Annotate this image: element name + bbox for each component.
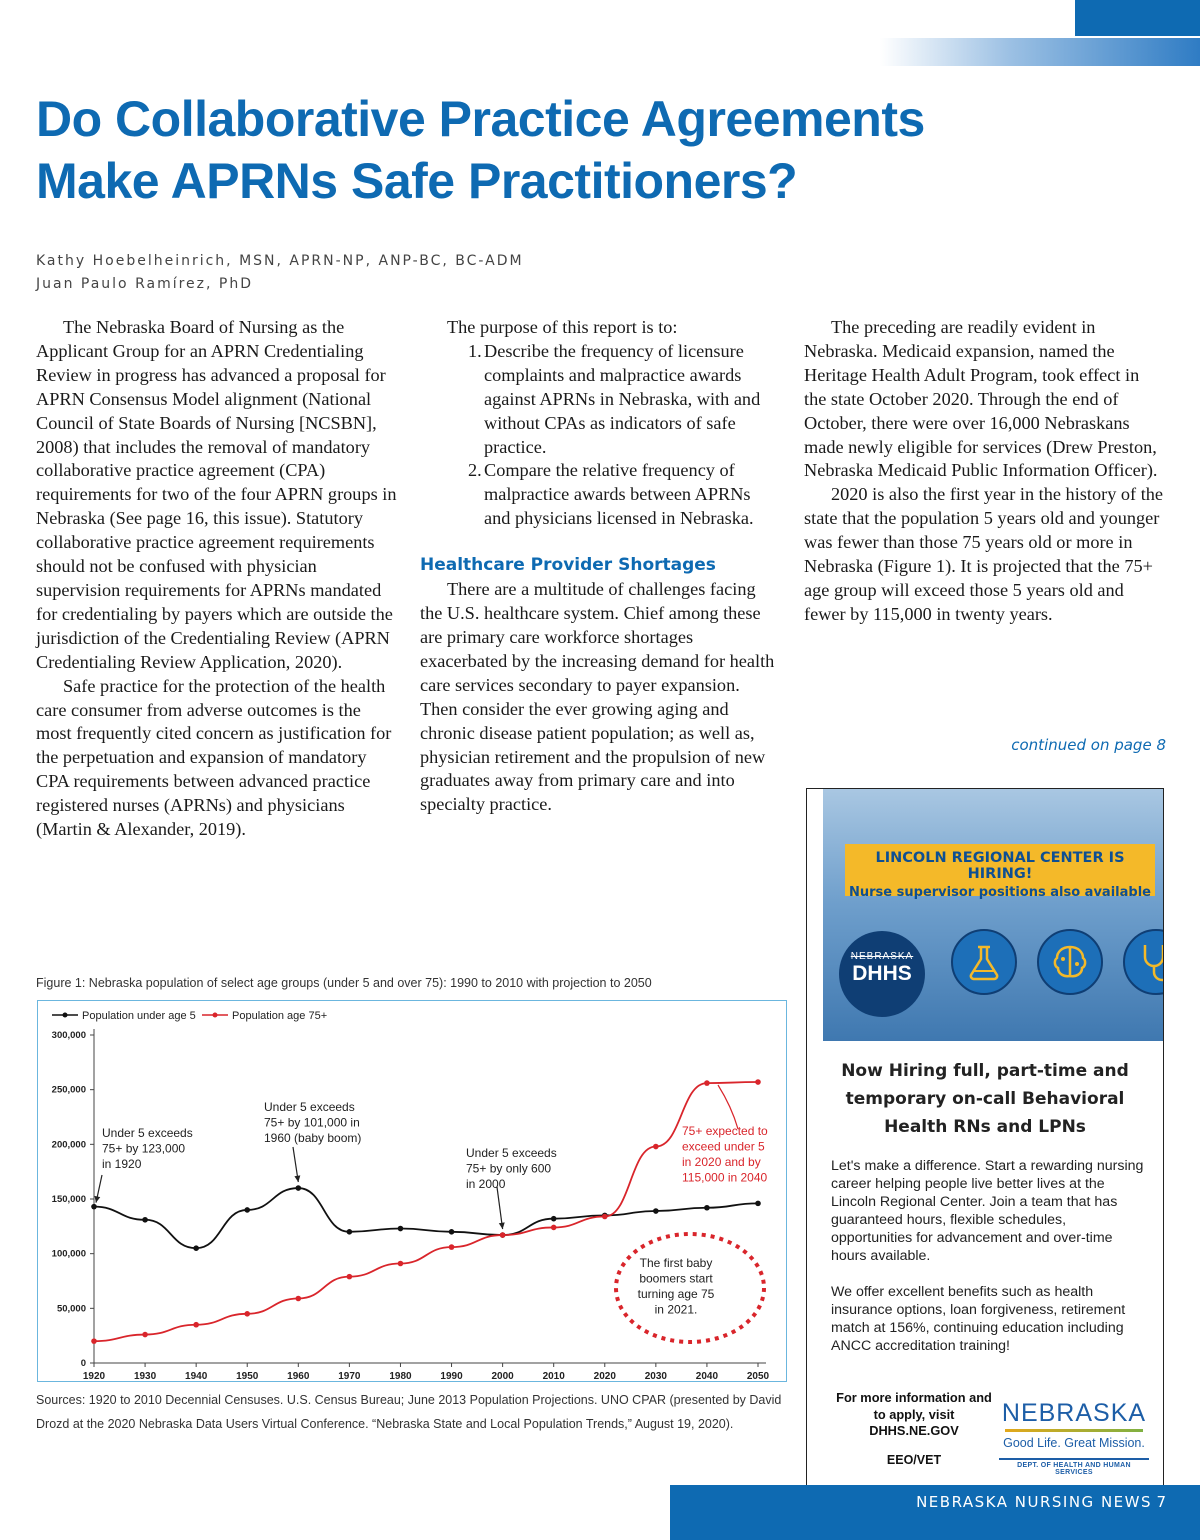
legend-marker <box>63 1013 68 1018</box>
chart-annotation: in 1920 <box>102 1157 142 1171</box>
publication-name: NEBRASKA NURSING NEWS <box>916 1493 1152 1511</box>
dhhs-logo <box>839 931 925 1017</box>
chart-annotation: exceed under 5 <box>682 1139 765 1154</box>
chart-annotation: 75+ by only 600 <box>466 1161 552 1176</box>
annotation-arrow-head <box>94 1196 100 1203</box>
data-point <box>142 1332 148 1338</box>
title-line-1: Do Collaborative Practice Agreements <box>36 91 925 147</box>
author-1: Kathy Hoebelheinrich, MSN, APRN-NP, ANP-BC, BC-ADM <box>36 253 524 269</box>
chart-annotation: turning age 75 <box>637 1287 715 1301</box>
list-item-number: 2 . <box>468 459 482 483</box>
authors <box>36 250 524 296</box>
column-3 <box>804 316 1166 627</box>
data-point <box>244 1311 250 1317</box>
ad-body-paragraph: We offer excellent benefits such as health insurance options, loan forgiveness, retirement match at 156%, continuing education including ANCC accreditation training! <box>831 1284 1126 1354</box>
section-subhead: Healthcare Provider Shortages <box>420 555 716 576</box>
data-point <box>347 1229 353 1235</box>
ad-heading-line: temporary on-call Behavioral <box>845 1089 1125 1109</box>
ad-banner-title: LINCOLN REGIONAL CENTER IS HIRING! <box>875 850 1125 882</box>
x-tick-label: 1980 <box>389 1371 412 1381</box>
data-point <box>449 1229 455 1235</box>
data-point <box>398 1261 404 1267</box>
list-item-text: Describe the frequency of licensure complaints and malpractice awards against APRNs in Nebraska, with and without CPAs as indicators of safe practice. <box>484 340 761 457</box>
ne-logo-name: NEBRASKA <box>1001 1399 1147 1427</box>
paragraph: There are a multitude of challenges facing the U.S. healthcare system. Chief among these are primary care workforce shortages exacerbated by the increasing demand for health care services secondary to payer expansion. Then consider the ever growing aging and chronic disease patient population; as well as, physician retirement and the propulsion of new graduates away from primary care and into specialty practice. <box>420 579 775 815</box>
x-tick-label: 1950 <box>236 1371 259 1381</box>
legend-label: Population age 75+ <box>232 1010 328 1022</box>
figure-sources: Sources: 1920 to 2010 Decennial Censuses. U.S. Census Bureau; June 2013 Population Projections. UNO CPAR (presented by David Drozd at the 2020 Nebraska Data Users Virtual Conference. “Nebraska State and Local Population Trends,” August 19, 2020). <box>36 1393 782 1431</box>
y-tick-label: 50,000 <box>56 1303 86 1315</box>
x-tick-label: 2010 <box>542 1371 565 1381</box>
list-item-text: Compare the relative frequency of malpractice awards between APRNs and physicians licensed in Nebraska. <box>484 460 754 529</box>
chart-annotation: Under 5 exceeds <box>102 1126 193 1140</box>
data-point <box>296 1185 302 1191</box>
dhhs-logo-state: NEBRASKA <box>850 951 914 962</box>
chart-annotation: boomers start <box>639 1271 713 1286</box>
figure-caption: Figure 1: Nebraska population of select age groups (under 5 and over 75): 1990 to 2010 with projection to 2050 <box>36 976 652 990</box>
data-point <box>653 1144 659 1150</box>
paragraph: Safe practice for the protection of the health care consumer from adverse outcomes is the most frequently cited concern as justification for the perpetuation and expansion of mandatory CPA requirements between advanced practice registered nurses (APRNs) and physicians (Martin & Alexander, 2019). <box>36 675 392 840</box>
chart-annotation: in 2000 <box>466 1177 506 1191</box>
data-point <box>347 1274 353 1280</box>
ad-info-line: to apply, visit <box>873 1406 955 1422</box>
page-number: 7 <box>1156 1493 1166 1511</box>
title-line-2: Make APRNs Safe Practitioners? <box>36 153 798 209</box>
data-point <box>91 1204 97 1210</box>
y-tick-label: 200,000 <box>51 1139 86 1151</box>
article-title <box>36 88 1156 212</box>
data-point <box>91 1338 97 1344</box>
x-tick-label: 1930 <box>133 1371 157 1381</box>
ad-info-line: For more information and <box>836 1390 992 1405</box>
list-item <box>420 340 780 460</box>
y-tick-label: 100,000 <box>51 1248 86 1260</box>
list-item-number: 1 . <box>468 340 482 364</box>
data-point <box>653 1208 659 1214</box>
y-tick-label: 300,000 <box>51 1030 86 1041</box>
list-item <box>420 459 780 531</box>
footer-bar <box>670 1485 1200 1540</box>
population-chart <box>37 1000 787 1382</box>
ad-eeo: EEO/VET <box>886 1453 942 1467</box>
chart-annotation: 75+ expected to <box>682 1124 768 1138</box>
paragraph: The Nebraska Board of Nursing as the Applicant Group for an APRN Credentialing Review in progress has advanced a proposal for APRN Consensus Model alignment (National Council of State Boards of Nursing [NCSBN], 2008) that includes the removal of mandatory collaborative practice agreement (CPA) requirements for two of the four APRN groups in Nebraska (See page 16, this issue). Statutory collaborative practice agreement requirements should not be confused with physician supervision requirements for APRNs mandated for credentialing by payers which are outside the jurisdiction of the Credentialing Review (APRN Credentialing Review Application, 2020). <box>36 317 397 672</box>
chart-annotation: 75+ by 101,000 in <box>264 1115 360 1130</box>
legend-label: Population under age 5 <box>82 1010 196 1022</box>
ad-banner <box>845 844 1155 900</box>
ad-heading-line: Now Hiring full, part-time and <box>841 1061 1129 1081</box>
ad-photo <box>823 789 1163 1041</box>
x-tick-label: 1960 <box>287 1371 310 1381</box>
brain-icon <box>1037 929 1103 995</box>
data-point <box>193 1322 199 1328</box>
x-tick-label: 1990 <box>440 1371 463 1381</box>
data-point <box>602 1214 608 1220</box>
nebraska-dhhs-logo <box>999 1399 1149 1476</box>
list-intro: The purpose of this report is to: <box>447 317 678 337</box>
continued-link[interactable]: continued on page 8 <box>1011 736 1166 754</box>
paragraph: 2020 is also the first year in the history of the state that the population 5 years old and younger was fewer than those 75 years old or more in Nebraska (Figure 1). It is projected that the 75+ age group will exceed those 5 years old and fewer by 115,000 in twenty years. <box>804 484 1164 624</box>
x-tick-label: 1970 <box>338 1371 361 1381</box>
data-point <box>296 1296 302 1302</box>
x-tick-label: 2020 <box>593 1371 616 1381</box>
y-tick-label: 0 <box>80 1358 86 1369</box>
purpose-list <box>420 340 780 531</box>
x-tick-label: 2030 <box>644 1371 667 1381</box>
data-point <box>398 1226 404 1232</box>
chart-annotation: Under 5 exceeds <box>466 1146 557 1160</box>
chart-annotation: The first baby <box>639 1256 713 1270</box>
data-point <box>244 1207 250 1213</box>
top-gradient-bar <box>880 38 1200 66</box>
data-point <box>704 1205 710 1211</box>
data-point <box>500 1232 506 1238</box>
x-tick-label: 2000 <box>491 1371 514 1381</box>
y-tick-label: 250,000 <box>51 1084 86 1096</box>
ad-heading <box>827 1057 1143 1141</box>
ne-logo-dept: DEPT. OF HEALTH AND HUMAN SERVICES <box>999 1458 1149 1476</box>
data-point <box>551 1216 557 1222</box>
data-point <box>551 1225 557 1231</box>
ad-body-paragraph: Let's make a difference. Start a rewarding nursing career helping people live better lives at the Lincoln Regional Center. Join a team that has guaranteed hours, flexible schedules, opportunities for advancement and over-time hours available. <box>831 1158 1144 1264</box>
chart-annotation: in 2021. <box>654 1302 698 1317</box>
column-2 <box>420 316 780 817</box>
y-tick-label: 150,000 <box>51 1194 86 1205</box>
data-point <box>704 1080 710 1086</box>
flask-icon <box>951 929 1017 995</box>
hiring-advertisement[interactable] <box>806 788 1164 1486</box>
annotation-arrow <box>718 1085 738 1129</box>
chart-svg <box>38 1001 786 1381</box>
data-point <box>755 1079 761 1085</box>
x-tick-label: 1920 <box>82 1371 106 1381</box>
column-1 <box>36 316 398 842</box>
ne-logo-swoosh <box>1005 1429 1143 1432</box>
annotation-arrow-head <box>294 1175 300 1182</box>
x-tick-label: 1940 <box>185 1371 208 1381</box>
chart-annotation: Under 5 exceeds <box>264 1100 355 1114</box>
author-2: Juan Paulo Ramírez, PhD <box>36 276 254 292</box>
x-tick-label: 2050 <box>746 1371 770 1381</box>
chart-annotation: in 2020 and by <box>682 1155 761 1169</box>
paragraph: The preceding are readily evident in Nebraska. Medicaid expansion, named the Heritage Health Adult Program, took effect in the state October 2020. Through the end of October, there were over 16,000 Nebraskans made newly eligible for services (Drew Preston, Nebraska Medicaid Public Information Officer). <box>804 317 1158 481</box>
data-point <box>449 1244 455 1250</box>
ad-banner-subtitle: Nurse supervisor positions also available <box>849 885 1151 900</box>
ne-logo-tagline: Good Life. Great Mission. <box>1003 1436 1145 1450</box>
top-color-bar <box>1075 0 1200 36</box>
stethoscope-icon <box>1123 929 1163 995</box>
data-point <box>193 1245 199 1251</box>
dhhs-logo-name: DHHS <box>852 962 912 985</box>
chart-annotation: 115,000 in 2040 <box>682 1170 768 1185</box>
legend-marker <box>213 1013 218 1018</box>
annotation-arrow-head <box>499 1222 505 1229</box>
ad-heading-line: Health RNs and LPNs <box>884 1117 1086 1137</box>
data-point <box>142 1217 148 1223</box>
chart-annotation: 75+ by 123,000 <box>102 1141 186 1156</box>
ad-contact-info[interactable] <box>819 1390 1009 1440</box>
annotation-arrow <box>497 1187 503 1229</box>
x-tick-label: 2040 <box>695 1371 719 1381</box>
chart-annotation: 1960 (baby boom) <box>264 1131 362 1145</box>
ad-website-link[interactable]: DHHS.NE.GOV <box>869 1423 959 1438</box>
data-point <box>755 1201 761 1207</box>
